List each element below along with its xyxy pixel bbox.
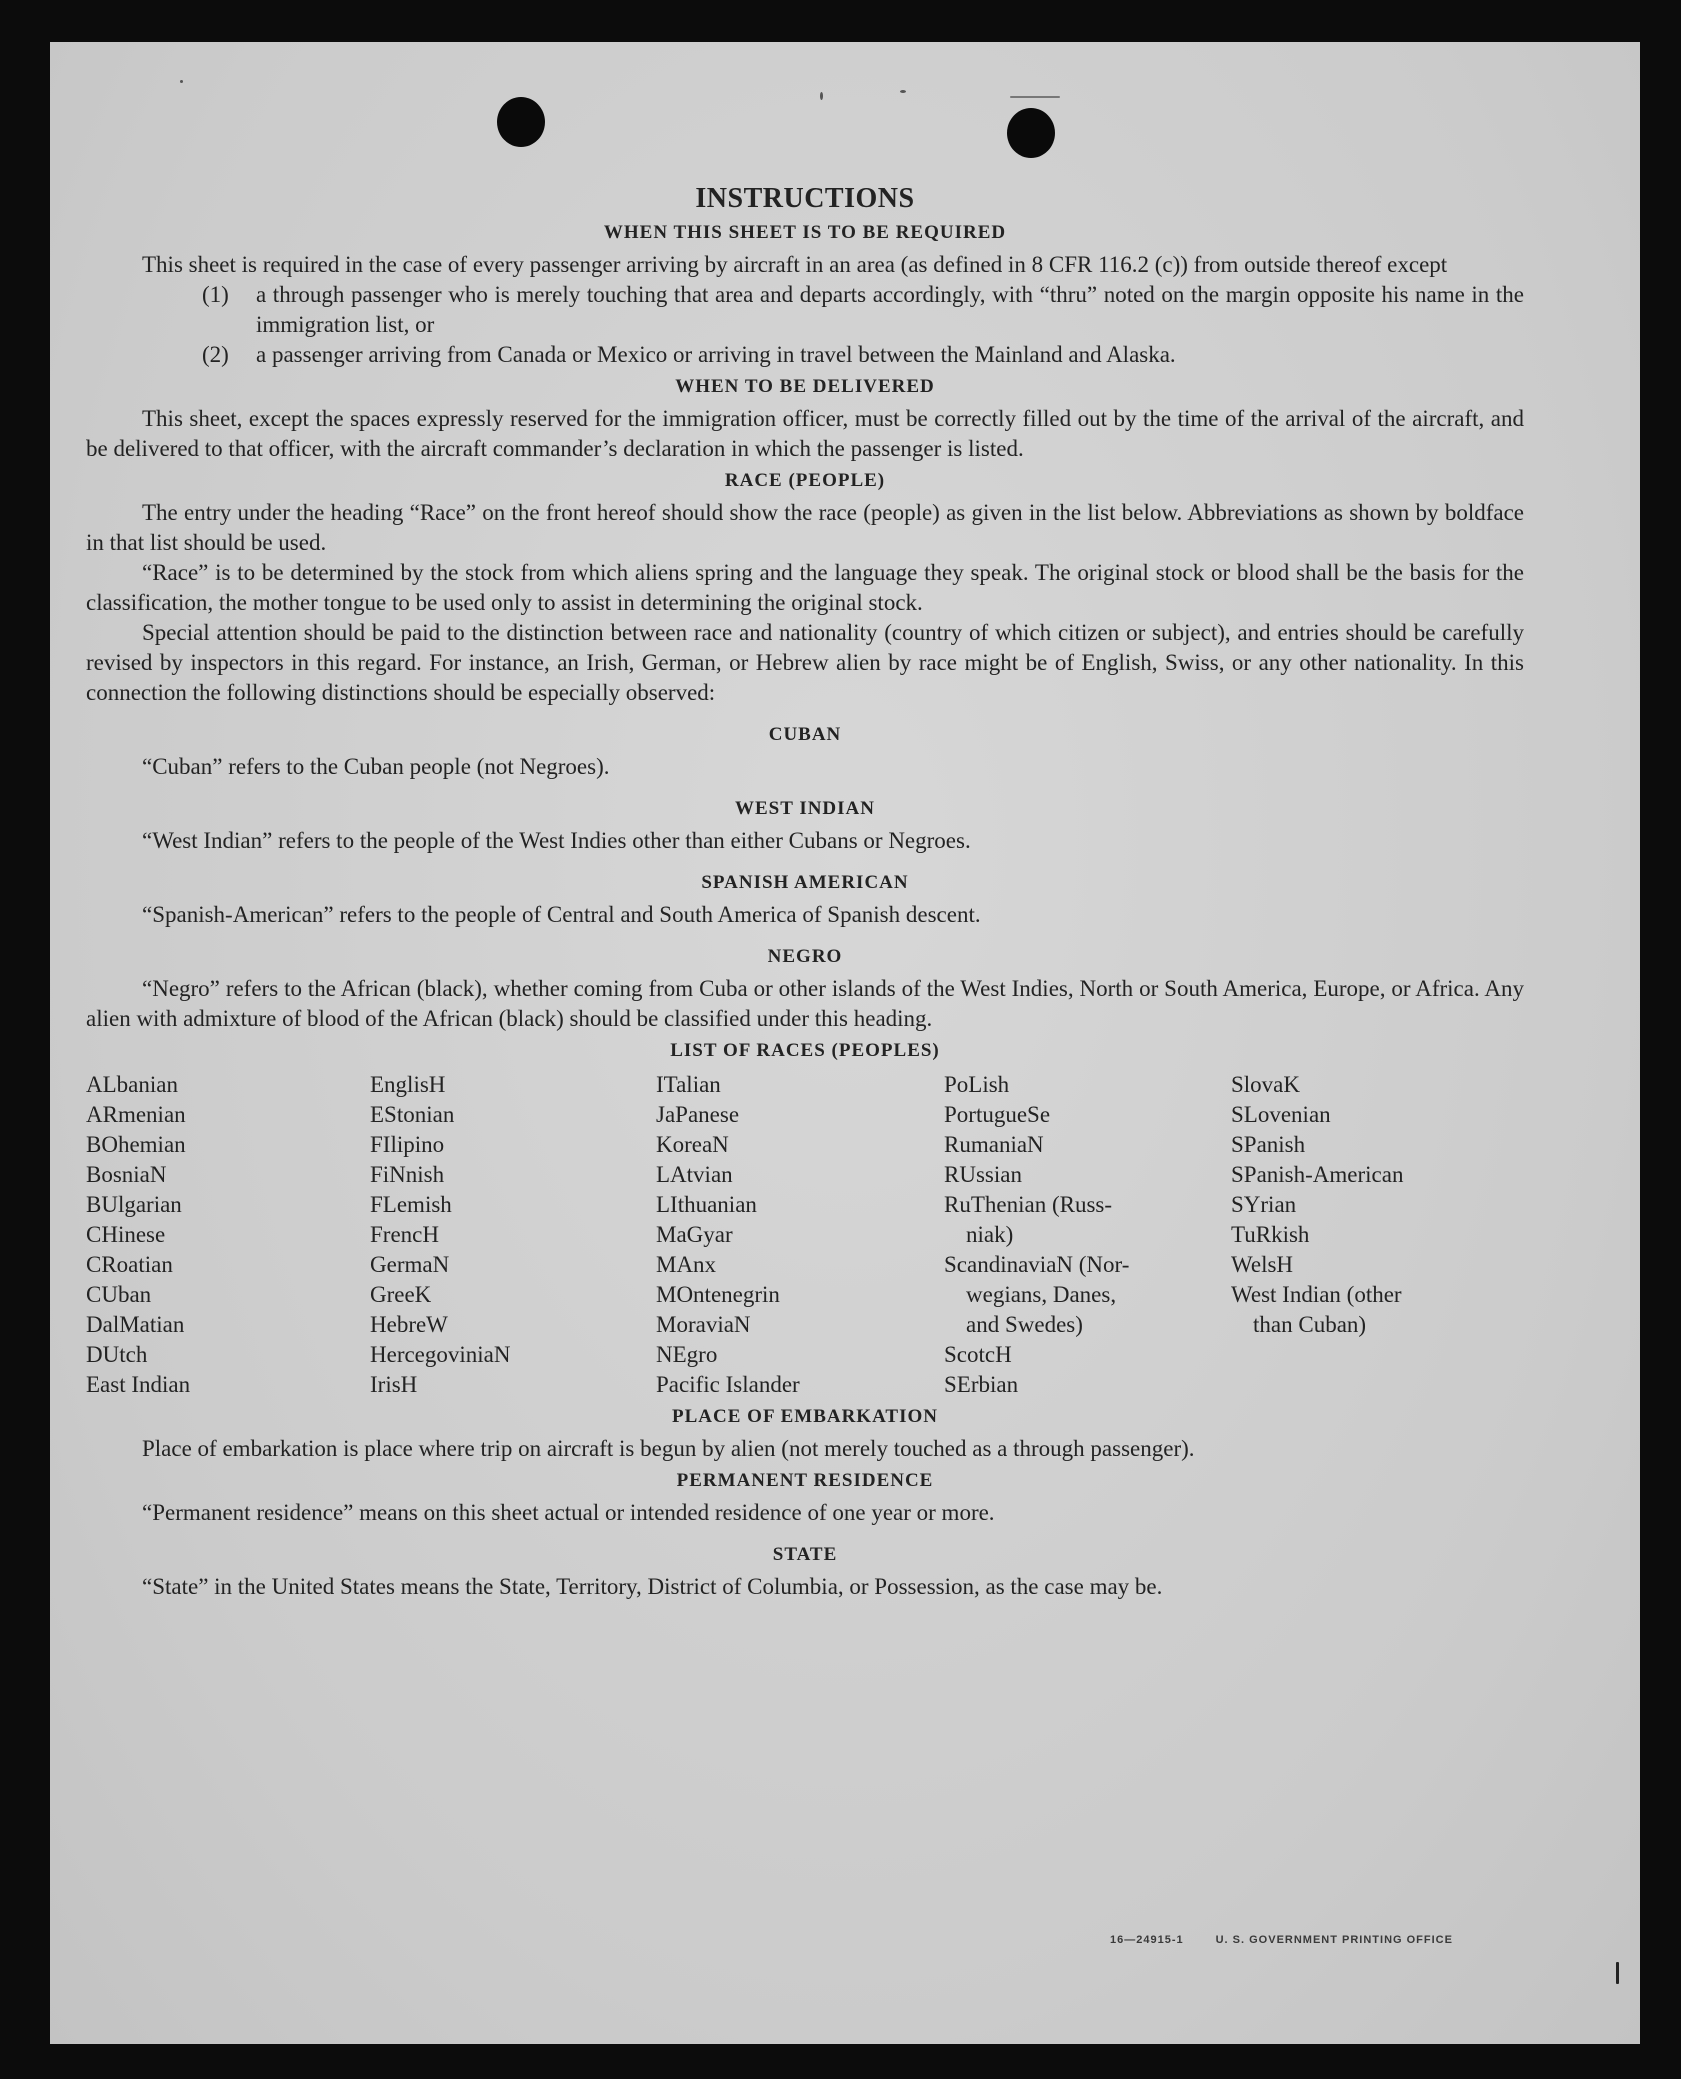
race-entry-continued: niak) xyxy=(966,1222,1014,1247)
heading-negro: NEGRO xyxy=(767,946,843,967)
heading-when-required: WHEN THIS SHEET IS TO BE REQUIRED xyxy=(603,222,1007,243)
heading-cuban: CUBAN xyxy=(768,724,842,745)
race-entry: SlovaK xyxy=(1231,1072,1300,1097)
race-entry-continued: than Cuban) xyxy=(1253,1312,1367,1337)
printer-name: U. S. GOVERNMENT PRINTING OFFICE xyxy=(1215,1934,1453,1946)
race-entry: NEgro xyxy=(656,1342,718,1367)
race-entry: EStonian xyxy=(370,1102,455,1127)
heading-race: RACE (PEOPLE) xyxy=(724,470,886,491)
punch-hole xyxy=(497,97,545,147)
race-entry: EnglisH xyxy=(370,1072,446,1097)
races-column xyxy=(370,1070,656,1400)
spanish-american-text: “Spanish-American” refers to the people of Central and South America of Spanish descent. xyxy=(142,902,981,927)
race-entry-continued: wegians, Danes, xyxy=(966,1282,1117,1307)
race-paragraph: The entry under the heading “Race” on the front hereof should show the race (people) as given in the list below. Abbreviations as shown by boldface in that list should be used. xyxy=(86,500,1524,555)
race-paragraph: Special attention should be paid to the distinction between race and nationality (country of which citizen or subject), and entries should be carefully revised by inspectors in this regard. For instance, an Irish, German, or Hebrew alien by race might be of English, Swiss, or any other nationality. In this connection the following distinctions should be especially observed: xyxy=(86,620,1524,705)
race-entry: SPanish xyxy=(1231,1132,1306,1157)
race-entry: ITalian xyxy=(656,1072,721,1097)
race-entry: HercegoviniaN xyxy=(370,1342,511,1367)
exception-number: (1) xyxy=(202,282,229,307)
race-entry: SYrian xyxy=(1231,1192,1297,1217)
race-entry: FIlipino xyxy=(370,1132,445,1157)
race-entry: HebreW xyxy=(370,1312,448,1337)
race-entry: JaPanese xyxy=(656,1102,740,1127)
exception-text: a passenger arriving from Canada or Mexico or arriving in travel between the Mainland and Alaska. xyxy=(256,342,1176,367)
race-entry: ScotcH xyxy=(944,1342,1012,1367)
embarkation-text: Place of embarkation is place where trip on aircraft is begun by alien (not merely touched as a through passenger). xyxy=(142,1436,1195,1461)
race-entry: RuThenian (Russ- xyxy=(944,1192,1113,1217)
heading-spanish-american: SPANISH AMERICAN xyxy=(701,872,909,893)
negro-text: “Negro” refers to the African (black), whether coming from Cuba or other islands of the West Indies, North or South America, Europe, or Africa. Any alien with admixture of blood of the African (black) should be classified under this heading. xyxy=(86,976,1524,1031)
race-entry: CUban xyxy=(86,1282,152,1307)
races-column xyxy=(86,1070,370,1400)
race-entry: Pacific Islander xyxy=(656,1372,800,1397)
race-entry: SPanish-American xyxy=(1231,1162,1404,1187)
races-column xyxy=(944,1070,1231,1400)
races-column xyxy=(656,1070,944,1400)
race-paragraph: “Race” is to be determined by the stock from which aliens spring and the language they speak. The original stock or blood shall be the basis for the classification, the mother tongue to be used only to assist in determining the original stock. xyxy=(86,560,1524,615)
race-entry: FrencH xyxy=(370,1222,439,1247)
race-entry: BUlgarian xyxy=(86,1192,182,1217)
race-entry: RumaniaN xyxy=(944,1132,1044,1157)
race-entry: TuRkish xyxy=(1231,1222,1310,1247)
delivered-text: This sheet, except the spaces expressly reserved for the immigration officer, must be correctly filled out by the time of the arrival of the aircraft, and be delivered to that officer, with the aircraft commander’s declaration in which the passenger is listed. xyxy=(86,406,1524,461)
heading-west-indian: WEST INDIAN xyxy=(735,798,875,819)
state-text: “State” in the United States means the State, Territory, District of Columbia, or Possession, as the case may be. xyxy=(142,1574,1163,1599)
race-entry: FLemish xyxy=(370,1192,452,1217)
race-entry: MAnx xyxy=(656,1252,717,1277)
race-entry: PortugueSe xyxy=(944,1102,1051,1127)
race-entry-continued: and Swedes) xyxy=(966,1312,1083,1337)
race-entry: West Indian (other xyxy=(1231,1282,1402,1307)
race-entry: FiNnish xyxy=(370,1162,445,1187)
race-entry: IrisH xyxy=(370,1372,418,1397)
exception-text: a through passenger who is merely touching that area and departs accordingly, with “thru” noted on the margin opposite his name in the immigration list, or xyxy=(256,282,1524,337)
race-entry: MOntenegrin xyxy=(656,1282,780,1307)
exception-number: (2) xyxy=(202,342,229,367)
race-entry: SErbian xyxy=(944,1372,1019,1397)
race-entry: DUtch xyxy=(86,1342,148,1367)
race-entry: DalMatian xyxy=(86,1312,185,1337)
race-entry: PoLish xyxy=(944,1072,1010,1097)
races-column xyxy=(1231,1070,1521,1400)
race-entry: RUssian xyxy=(944,1162,1022,1187)
race-entry: ScandinaviaN (Nor- xyxy=(944,1252,1130,1277)
instructions-content xyxy=(86,182,1524,1602)
punch-hole xyxy=(1007,108,1055,158)
races-list xyxy=(86,1070,1524,1400)
race-entry: ALbanian xyxy=(86,1072,178,1097)
required-intro: This sheet is required in the case of every passenger arriving by aircraft in an area (as defined in 8 CFR 116.2 (c)) from outside thereof except xyxy=(142,252,1448,277)
cuban-text: “Cuban” refers to the Cuban people (not Negroes). xyxy=(142,754,610,779)
document-title: INSTRUCTIONS xyxy=(695,183,915,214)
heading-when-delivered: WHEN TO BE DELIVERED xyxy=(675,376,935,397)
document-sheet xyxy=(50,42,1640,2044)
race-entry: MaGyar xyxy=(656,1222,733,1247)
exception-item xyxy=(86,280,1524,340)
west-indian-text: “West Indian” refers to the people of the West Indies other than either Cubans or Negroes. xyxy=(142,828,971,853)
heading-list-of-races: LIST OF RACES (PEOPLES) xyxy=(670,1040,940,1061)
race-entry: CRoatian xyxy=(86,1252,173,1277)
residence-text: “Permanent residence” means on this sheet actual or intended residence of one year or more. xyxy=(142,1500,995,1525)
race-entry: SLovenian xyxy=(1231,1102,1331,1127)
race-entry: East Indian xyxy=(86,1372,191,1397)
form-code: 16—24915-1 xyxy=(1110,1934,1184,1946)
race-entry: ARmenian xyxy=(86,1102,186,1127)
printer-imprint xyxy=(1110,1934,1485,1946)
race-entry: LAtvian xyxy=(656,1162,733,1187)
race-entry: WelsH xyxy=(1231,1252,1294,1277)
race-entry: GreeK xyxy=(370,1282,432,1307)
race-entry: KoreaN xyxy=(656,1132,729,1157)
exception-item xyxy=(86,340,1524,370)
race-entry: MoraviaN xyxy=(656,1312,751,1337)
race-entry: GermaN xyxy=(370,1252,450,1277)
race-entry: BOhemian xyxy=(86,1132,186,1157)
heading-state: STATE xyxy=(772,1544,838,1565)
heading-place-of-embarkation: PLACE OF EMBARKATION xyxy=(672,1406,938,1427)
heading-permanent-residence: PERMANENT RESIDENCE xyxy=(676,1470,934,1491)
race-entry: BosniaN xyxy=(86,1162,167,1187)
race-entry: CHinese xyxy=(86,1222,166,1247)
race-entry: LIthuanian xyxy=(656,1192,757,1217)
